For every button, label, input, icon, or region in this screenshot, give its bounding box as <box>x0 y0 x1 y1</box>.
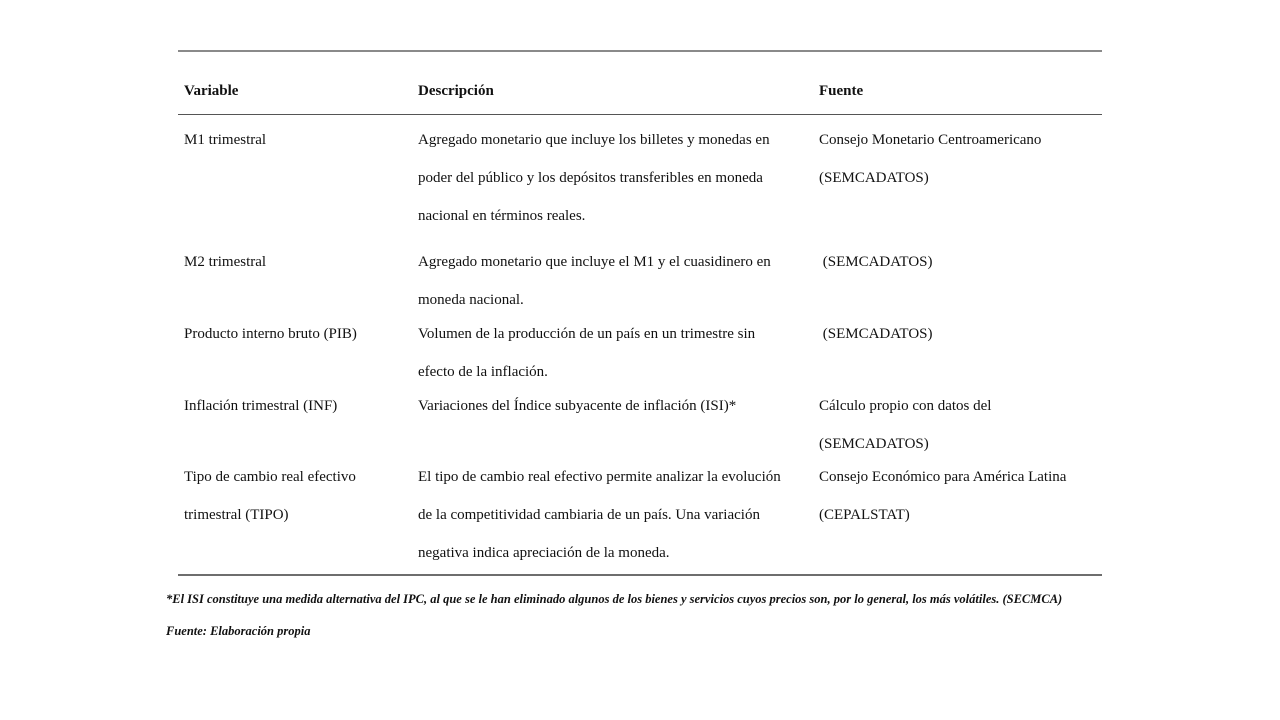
header-fuente: Fuente <box>819 83 864 99</box>
row-pib-description-line: efecto de la inflación. <box>418 364 548 380</box>
row-m1-description-line: Agregado monetario que incluye los billetes y monedas en <box>418 132 770 148</box>
row-tipo-source-line: Consejo Económico para América Latina <box>819 469 1067 485</box>
row-pib-description-line: Volumen de la producción de un país en un trimestre sin <box>418 326 756 342</box>
row-inf-source-line: Cálculo propio con datos del <box>819 398 992 414</box>
row-tipo-variable-line: Tipo de cambio real efectivo <box>184 469 356 485</box>
row-m2-variable: M2 trimestral <box>184 254 267 270</box>
row-m1-variable: M1 trimestral <box>184 132 267 148</box>
row-m2-description-line: moneda nacional. <box>418 292 524 308</box>
row-tipo-description-line: El tipo de cambio real efectivo permite analizar la evolución <box>418 469 781 485</box>
footnote: *El ISI constituye una medida alternativa del IPC, al que se le han eliminado algunos de los bienes y servicios cuyos precios son, por lo general, los más volátiles. (SECMCA) <box>166 592 1063 606</box>
header-descripcion: Descripción <box>418 83 494 99</box>
row-m1-description-line: poder del público y los depósitos transferibles en moneda <box>418 170 763 186</box>
row-m1-source-line: (SEMCADATOS) <box>819 170 929 186</box>
row-m2-source-line: (SEMCADATOS) <box>819 254 933 270</box>
row-pib-variable: Producto interno bruto (PIB) <box>184 326 357 342</box>
row-pib-source-line: (SEMCADATOS) <box>819 326 933 342</box>
row-m2-description-line: Agregado monetario que incluye el M1 y el cuasidinero en <box>418 254 771 270</box>
row-inf-description-line: Variaciones del Índice subyacente de inflación (ISI)* <box>418 398 737 414</box>
row-m1-source-line: Consejo Monetario Centroamericano <box>819 132 1042 148</box>
row-inf-variable: Inflación trimestral (INF) <box>184 398 338 414</box>
row-tipo-variable-line: trimestral (TIPO) <box>184 507 289 523</box>
table-top-rule <box>178 50 1102 52</box>
source-note: Fuente: Elaboración propia <box>166 624 311 638</box>
header-variable: Variable <box>184 83 239 99</box>
row-m1-description-line: nacional en términos reales. <box>418 208 586 224</box>
table-bottom-rule <box>178 574 1102 576</box>
header-rule <box>178 114 1102 115</box>
row-tipo-description-line: negativa indica apreciación de la moneda. <box>418 545 670 561</box>
row-inf-source-line: (SEMCADATOS) <box>819 436 929 452</box>
row-tipo-source-line: (CEPALSTAT) <box>819 507 910 523</box>
row-tipo-description-line: de la competitividad cambiaria de un país. Una variación <box>418 507 760 523</box>
